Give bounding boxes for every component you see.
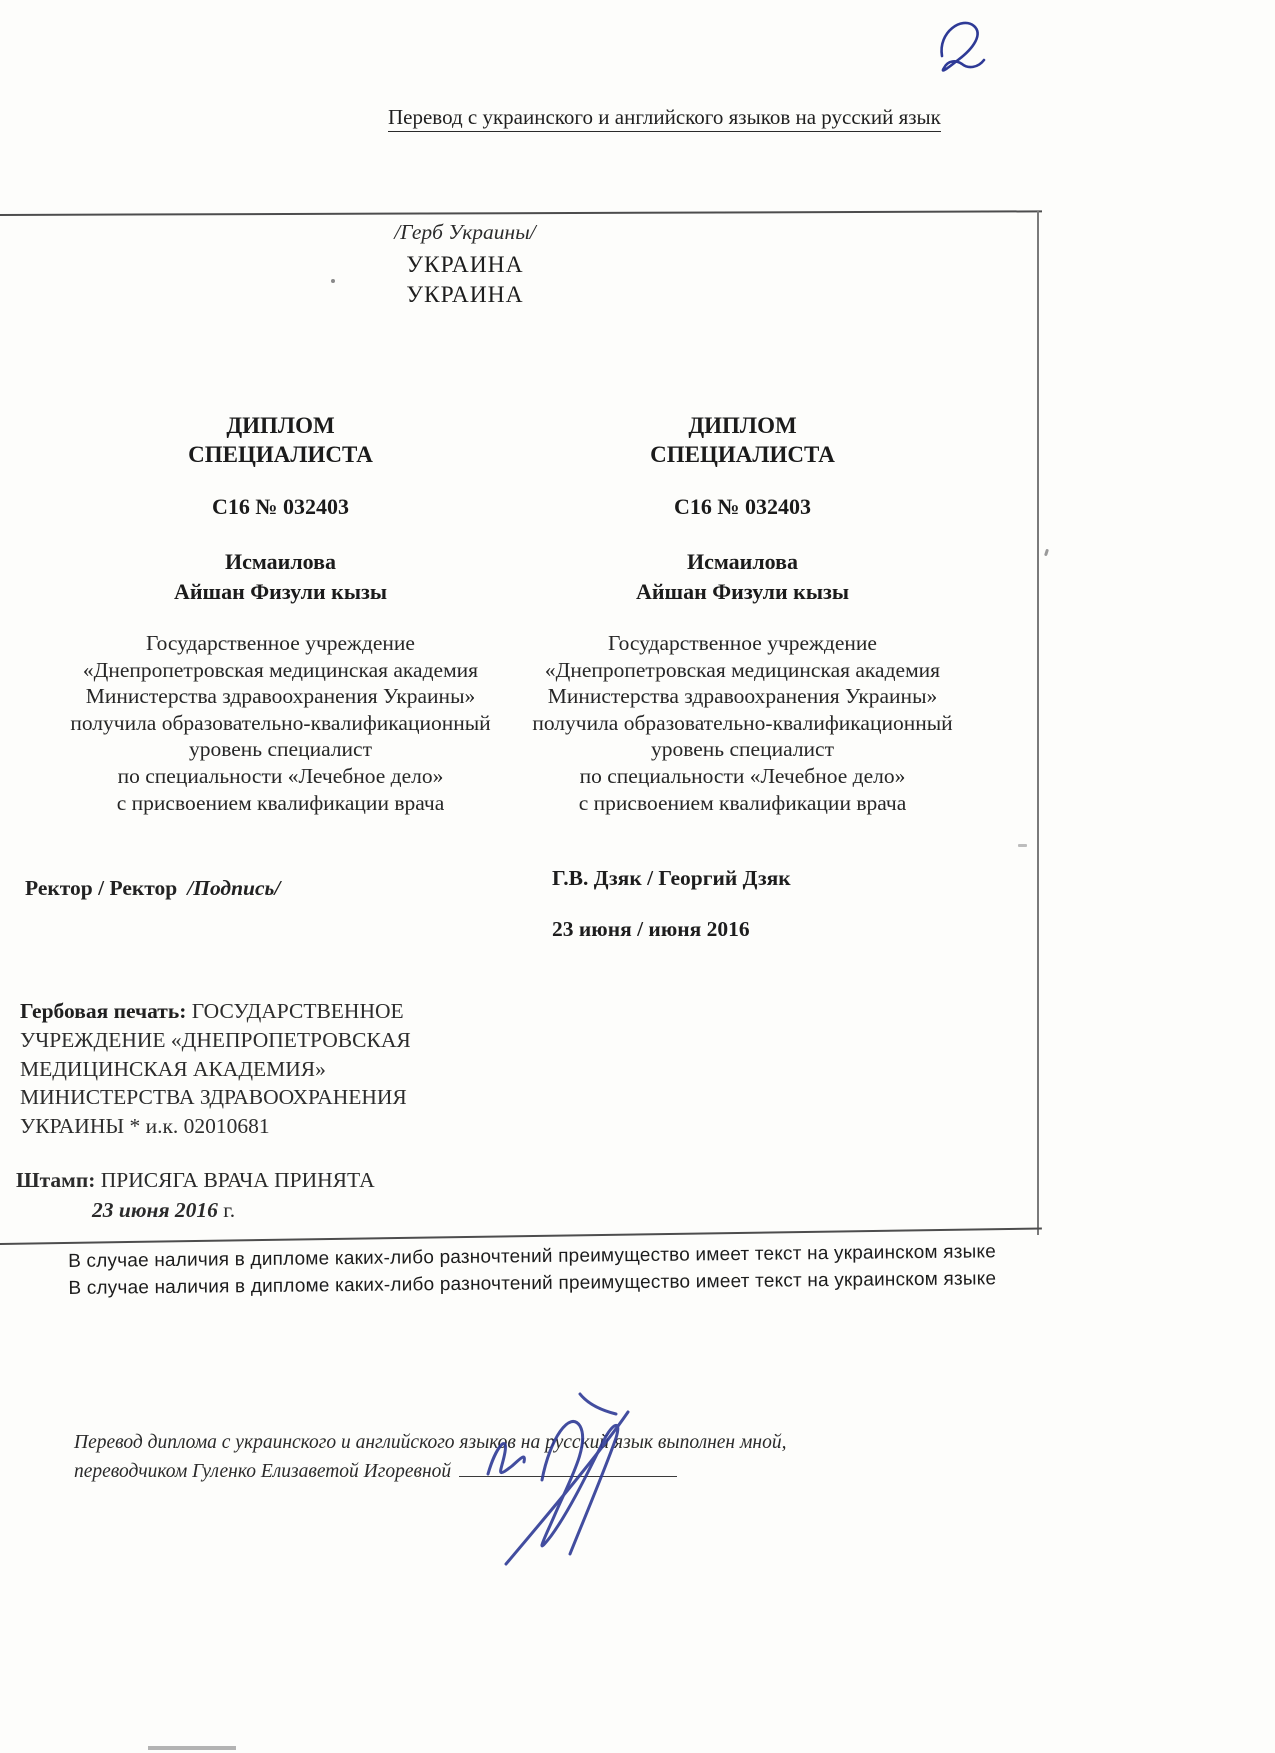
- coat-of-arms-note: /Герб Украины/: [394, 220, 536, 244]
- page-title: Перевод с украинского и английского языков на русский язык: [388, 105, 941, 130]
- diploma-body-text: Государственное учреждение «Днепропетровская медицинская академия Министерства здравоохранения Украины» получила образовательно-квалификационный уровень специалист по специальности «Лечебное дело» с присвоением квалификации врача: [532, 631, 953, 815]
- diploma-column-right: [505, 411, 980, 816]
- diploma-column-left: [43, 411, 518, 816]
- diploma-date: 23 июня / июня 2016: [552, 917, 750, 941]
- frame-border-right: [1037, 211, 1039, 1235]
- language-precedence-note: В случае наличия в дипломе каких-либо разночтений преимущество имеет текст на украинском языке В случае наличия в дипломе каких-либо разночтений преимущество имеет текст на украинском языке: [68, 1241, 997, 1299]
- diploma-number: С16 № 032403: [674, 494, 811, 519]
- signature-placeholder-note: /Подпись/: [187, 876, 281, 900]
- diploma-title: ДИПЛОМ СПЕЦИАЛИСТА: [188, 413, 373, 467]
- stamp-transcription: Штамп: ПРИСЯГА ВРАЧА ПРИНЯТА 23 июня 2016 г.: [16, 1168, 375, 1222]
- rector-name: Г.В. Дзяк / Георгий Дзяк: [552, 866, 791, 890]
- frame-border-top: [0, 210, 1042, 216]
- graduate-name: Исмаилова Айшан Физули кызы: [635, 549, 850, 604]
- seal-label: Гербовая печать:: [20, 999, 187, 1023]
- seal-transcription: Гербовая печать: ГОСУДАРСТВЕННОЕ УЧРЕЖДЕНИЕ «ДНЕПРОПЕТРОВСКАЯ МЕДИЦИНСКАЯ АКАДЕМИЯ» МИНИСТЕРСТВА ЗДРАВООХРАНЕНИЯ УКРАИНЫ * и.к. 02010681: [20, 999, 411, 1139]
- diploma-body-text: Государственное учреждение «Днепропетровская медицинская академия Министерства здравоохранения Украины» получила образовательно-квалификационный уровень специалист по специальности «Лечебное дело» с присвоением квалификации врача: [70, 631, 491, 815]
- country-name-ukrainian: УКРАИНА: [406, 252, 524, 278]
- stamp-date: 23 июня 2016: [92, 1197, 218, 1222]
- handwritten-page-number: [928, 10, 998, 82]
- scan-speck: [1044, 549, 1049, 557]
- translator-signature-ink: [430, 1384, 682, 1570]
- stamp-label: Штамп:: [16, 1168, 96, 1192]
- scan-edge-mark: [148, 1746, 236, 1750]
- diploma-title: ДИПЛОМ СПЕЦИАЛИСТА: [650, 413, 835, 467]
- country-name-russian: УКРАИНА: [406, 282, 524, 308]
- diploma-number: С16 № 032403: [212, 494, 349, 519]
- emblem-heading: [250, 220, 680, 310]
- scan-speck: [331, 279, 335, 283]
- translator-statement: Перевод диплома с украинского и английского языков на русский язык выполнен мной, переводчиком Гуленко Елизаветой Игоревной: [74, 1432, 787, 1482]
- graduate-name: Исмаилова Айшан Физули кызы: [173, 549, 388, 604]
- rector-signature-line: Ректор / Ректор /Подпись/: [25, 876, 281, 900]
- scan-speck: [1018, 844, 1027, 847]
